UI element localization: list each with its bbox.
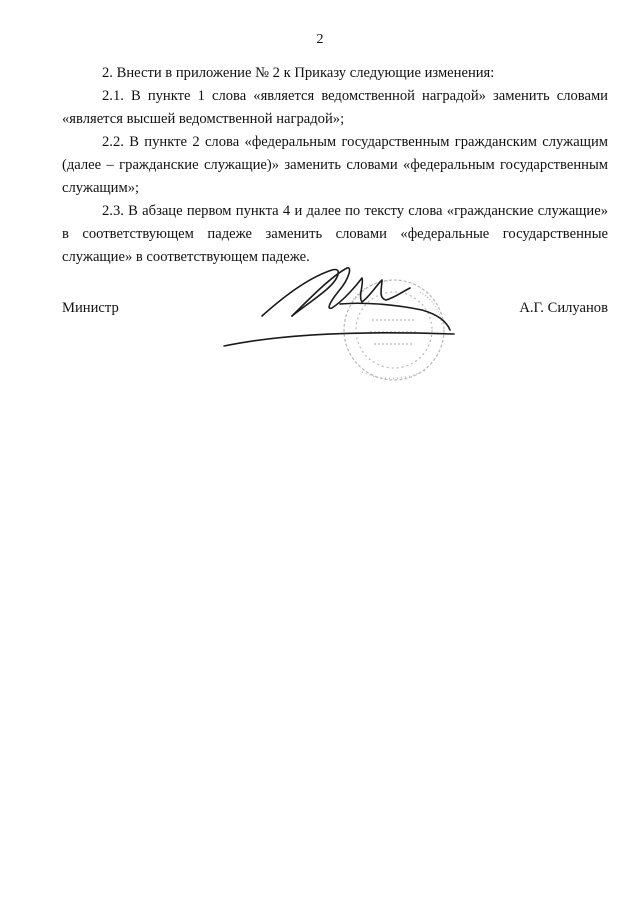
signer-name: А.Г. Силуанов [519, 300, 608, 316]
signer-position: Министр [62, 300, 119, 316]
signature-row [62, 300, 608, 330]
paragraph-2-1: 2.1. В пункте 1 слова «является ведомственной наградой» заменить словами «является высшей ведомственной наградой»; [62, 88, 608, 127]
document-body [62, 62, 608, 269]
paragraph-2: 2. Внести в приложение № 2 к Приказу следующие изменения: [102, 65, 495, 81]
paragraph-2-2: 2.2. В пункте 2 слова «федеральным государственным гражданским служащим (далее – гражданские служащие)» заменить словами «федеральным государственным служащим»; [62, 134, 608, 196]
page-number: 2 [316, 32, 324, 47]
paragraph-2-3: 2.3. В абзаце первом пункта 4 и далее по тексту слова «гражданские служащие» в соответствующем падеже заменить словами «федеральные государственные служащие» в соответствующем падеже. [62, 203, 608, 265]
